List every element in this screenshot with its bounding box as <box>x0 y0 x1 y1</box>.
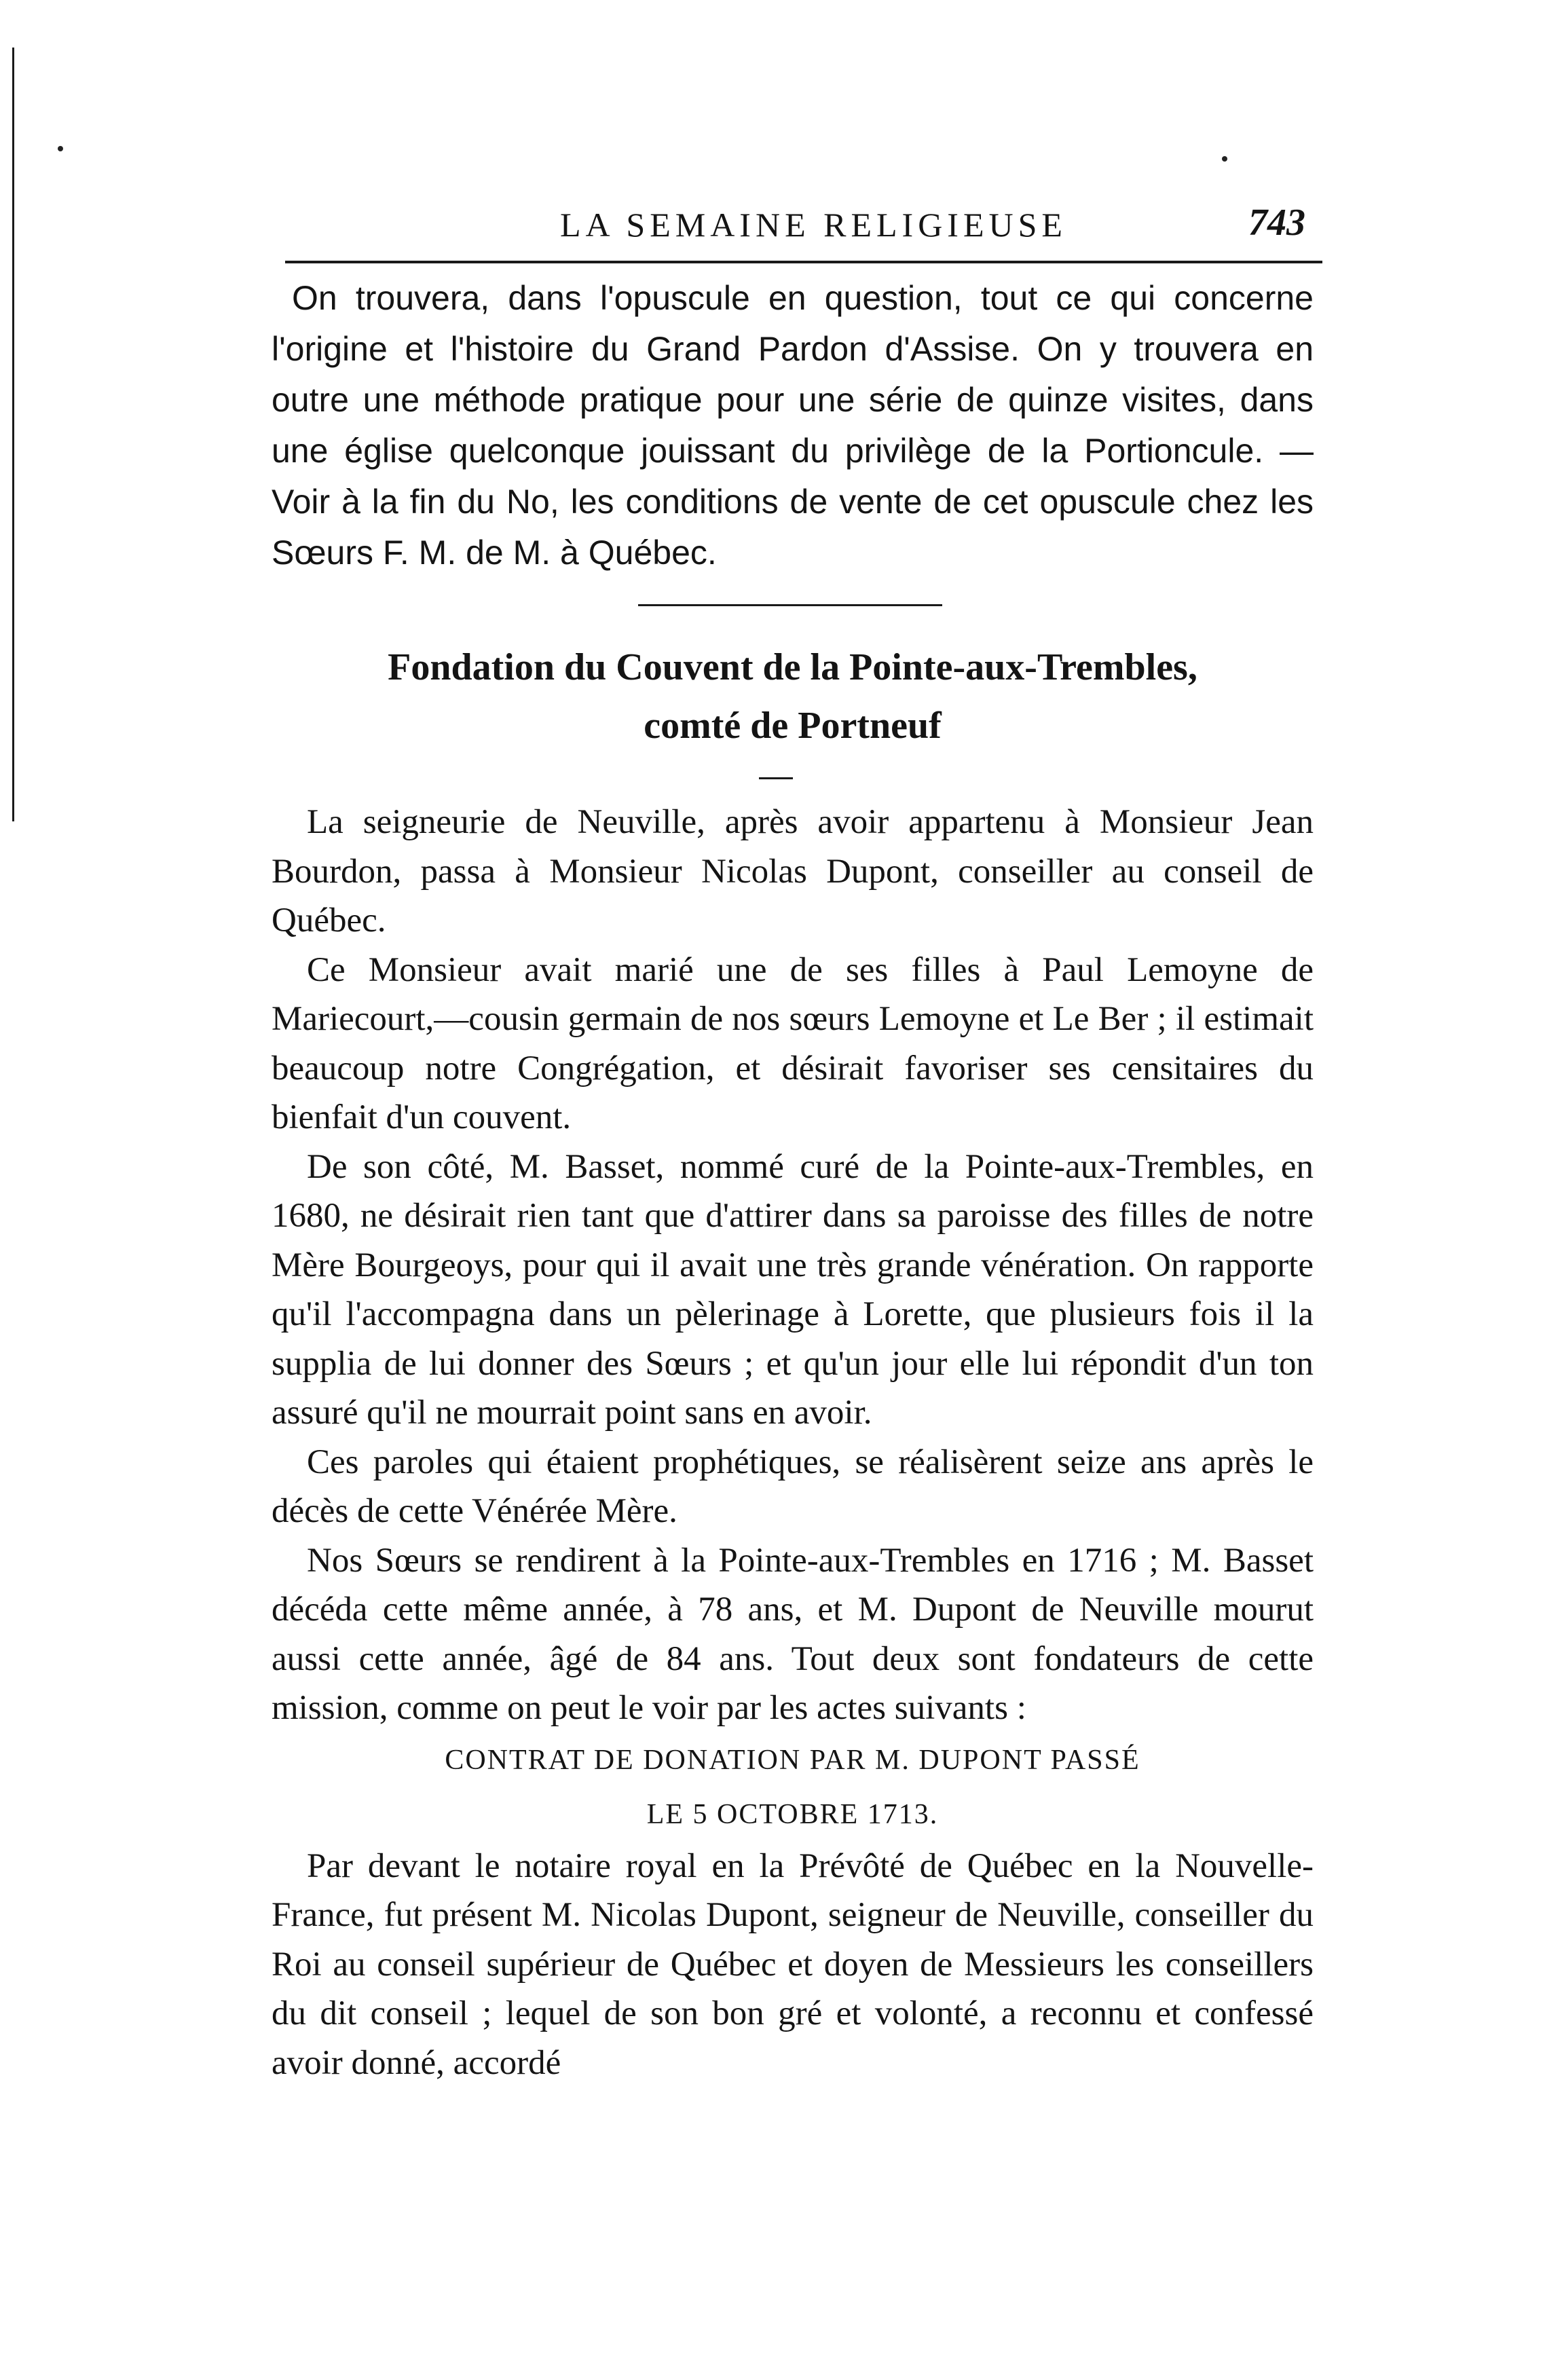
running-title: LA SEMAINE RELIGIEUSE <box>560 206 1067 244</box>
title-dash <box>759 777 793 779</box>
page-header <box>560 197 1314 251</box>
scan-speck <box>58 146 63 151</box>
article-body <box>272 798 1314 2087</box>
section-divider <box>638 604 942 606</box>
body-paragraph: Nos Sœurs se rendirent à la Pointe-aux-Trembles en 1716 ; M. Basset décéda cette même année, à 78 ans, et M. Dupont de Neuville mourut aussi cette année, âgé de 84 ans. Tout deux sont fondateurs de cette mission, comme on peut le voir par les actes suivants : <box>272 1541 1314 1727</box>
notice-paragraph: On trouvera, dans l'opuscule en question, tout ce qui concerne l'origine et l'histoire du Grand Pardon d'Assise. On y trouvera en outre une méthode pratique pour une série de quinze visites, dans une église quelconque jouissant du privilège de la Portioncule. — Voir à la fin du No, les conditions de vente de cet opuscule chez les Sœurs F. M. de M. à Québec. <box>272 279 1314 572</box>
body-paragraph: Ces paroles qui étaient prophétiques, se réalisèrent seize ans après le décès de cette Vénérée Mère. <box>272 1443 1314 1530</box>
body-paragraph: De son côté, M. Basset, nommé curé de la Pointe-aux-Trembles, en 1680, ne désirait rien tant que d'attirer dans sa paroisse des filles de notre Mère Bourgeoys, pour qui il avait une très grande vénération. On rapporte qu'il l'accompagna dans un pèlerinage à Lorette, que plusieurs fois il la supplia de lui donner des Sœurs ; et qu'un jour elle lui répondit d'un ton assuré qu'il ne mourrait point sans en avoir. <box>272 1147 1314 1432</box>
body-paragraph: Ce Monsieur avait marié une de ses filles à Paul Lemoyne de Mariecourt,—cousin germain de nos sœurs Lemoyne et Le Ber ; il estimait beaucoup notre Congrégation, et désirait favoriser ses censitaires du bienfait d'un couvent. <box>272 950 1314 1136</box>
scan-edge-line <box>12 48 14 821</box>
article-title <box>272 638 1314 755</box>
page-number: 743 <box>1248 202 1305 244</box>
contract-heading-line-2: LE 5 OCTOBRE 1713. <box>646 1798 939 1830</box>
article-title-line-2: comté de Portneuf <box>644 705 942 747</box>
article-title-line-1: Fondation du Couvent de la Pointe-aux-Trembles, <box>388 646 1197 688</box>
header-rule <box>285 261 1322 263</box>
body-paragraph: La seigneurie de Neuville, après avoir appartenu à Monsieur Jean Bourdon, passa à Monsieur Nicolas Dupont, conseiller au conseil de Québec. <box>272 803 1314 940</box>
contract-heading-line-1: CONTRAT DE DONATION PAR M. DUPONT PASSÉ <box>445 1744 1140 1776</box>
scan-speck <box>1222 156 1227 162</box>
contract-paragraph: Par devant le notaire royal en la Prévôté de Québec en la Nouvelle-France, fut présent M. Nicolas Dupont, seigneur de Neuville, conseiller du Roi au conseil supérieur de Québec et doyen de Messieurs les conseillers du dit conseil ; lequel de son bon gré et volonté, a reconnu et confessé avoir donné, accordé <box>272 1846 1314 2082</box>
